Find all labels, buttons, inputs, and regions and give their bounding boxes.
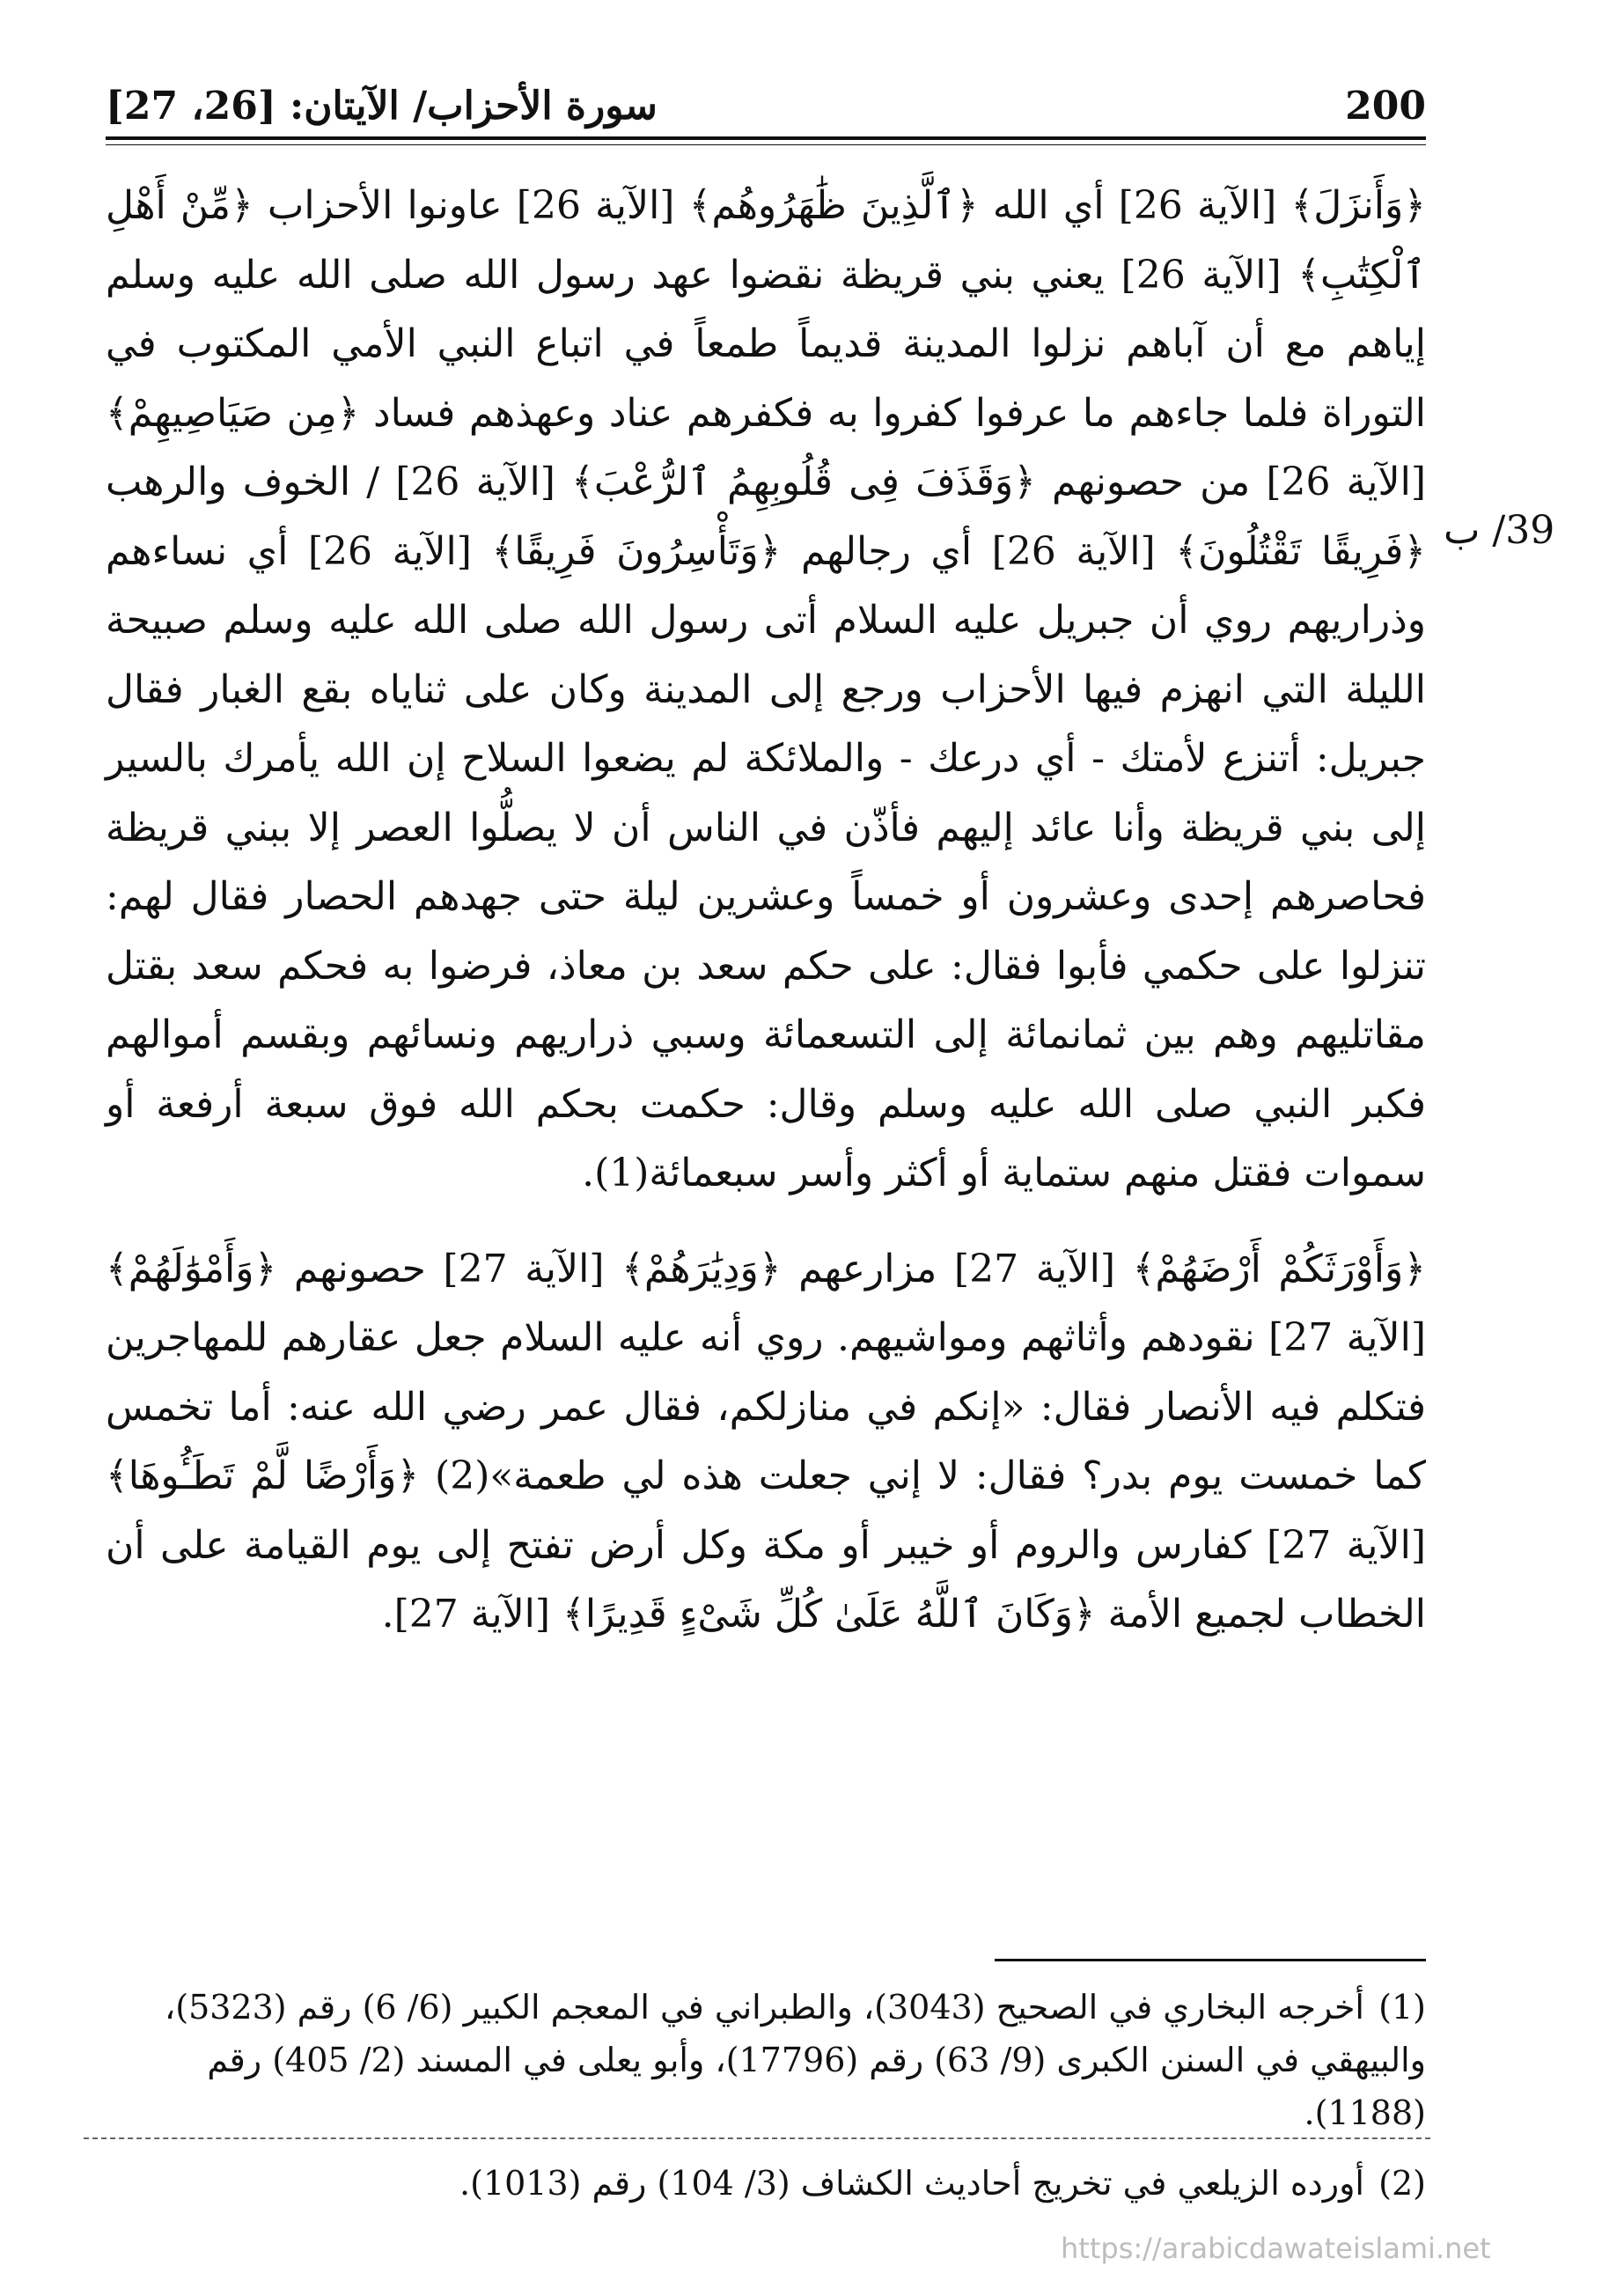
running-head: سورة الأحزاب/ الآيتان: [26، 27] (106, 84, 658, 129)
footnote-number: (2) (1378, 2164, 1426, 2203)
footnote-number: (1) (1378, 1988, 1426, 2027)
page-header (106, 84, 1426, 136)
footnotes (106, 1981, 1426, 2210)
footnote-1 (106, 1981, 1426, 2139)
page-number: 200 (1345, 84, 1426, 129)
scan-dashed-line (84, 2137, 1430, 2139)
main-text (106, 172, 1426, 1650)
margin-folio-note: 39/ ب (1444, 508, 1555, 553)
footnote-separator (995, 1959, 1426, 1961)
site-watermark: https://arabicdawateislami.net (1061, 2232, 1491, 2265)
header-rule-thin (106, 144, 1426, 145)
footnote-text: أورده الزيلعي في تخريج أحاديث الكشاف (3/ 104) رقم (1013). (459, 2164, 1364, 2203)
paragraph-verse-26: ﴿وَأَنزَلَ﴾ [الآية 26] أي الله ﴿ٱلَّذِينَ ظَٰهَرُوهُم﴾ [الآية 26] عاونوا الأحزاب ﴿مِّنْ أَهْلِ ٱلْكِتَٰبِ﴾ [الآية 26] يعني بني قريظة نقضوا عهد رسول الله صلى الله عليه وسلم إياهم مع أن آباهم نزلوا المدينة قديماً طمعاً في اتباع النبي الأمي المكتوب في التوراة فلما جاءهم ما عرفوا كفروا به فكفرهم عناد وعهذهم فساد ﴿مِن صَيَاصِيهِمْ﴾ [الآية 26] من حصونهم ﴿وَقَذَفَ فِى قُلُوبِهِمُ ٱلرُّعْبَ﴾ [الآية 26] / الخوف والرهب ﴿فَرِيقًا تَقْتُلُونَ﴾ [الآية 26] أي رجالهم ﴿وَتَأْسِرُونَ فَرِيقًا﴾ [الآية 26] أي نساءهم وذراريهم روي أن جبريل عليه السلام أتى رسول الله صلى الله عليه وسلم صبيحة الليلة التي انهزم فيها الأحزاب ورجع إلى المدينة وكان على ثناياه بقع الغبار فقال جبريل: أتنزع لأمتك - أي درعك - والملائكة لم يضعوا السلاح إن الله يأمرك بالسير إلى بني قريظة وأنا عائد إليهم فأذّن في الناس أن لا يصلُّوا العصر إلا ببني قريظة فحاصرهم إحدى وعشرون أو خمساً وعشرين ليلة حتى جهدهم الحصار فقال لهم: تنزلوا على حكمي فأبوا فقال: على حكم سعد بن معاذ، فرضوا به فحكم سعد بقتل مقاتليهم وهم بين ثمانمائة إلى التسعمائة وسبي ذراريهم ونسائهم وبقسم أموالهم فكبر النبي صلى الله عليه وسلم وقال: حكمت بحكم الله فوق سبعة أرفعة أو سموات فقتل منهم ستماية أو أكثر وأسر سبعمائة(1). (106, 183, 1427, 1195)
footnote-text: أخرجه البخاري في الصحيح (3043)، والطبراني في المعجم الكبير (6/ 6) رقم (5323)، والبيهقي في السنن الكبرى (9/ 63) رقم (17796)، وأبو يعلى في المسند (2/ 405) رقم (1188). (164, 1988, 1426, 2132)
header-rule-thick (106, 136, 1426, 140)
footnote-2 (106, 2157, 1426, 2210)
paragraph-verse-27: ﴿وَأَوْرَثَكُمْ أَرْضَهُمْ﴾ [الآية 27] مزارعهم ﴿وَدِيَٰرَهُمْ﴾ [الآية 27] حصونهم ﴿وَأَمْوَٰلَهُمْ﴾ [الآية 27] نقودهم وأثاثهم ومواشيهم. روي أنه عليه السلام جعل عقارهم للمهاجرين فتكلم فيه الأنصار فقال: «إنكم في منازلكم، فقال عمر رضي الله عنه: أما تخمس كما خمست يوم بدر؟ فقال: لا إني جعلت هذه لي طعمة»(2) ﴿وَأَرْضًا لَّمْ تَطَـُٔوهَا﴾ [الآية 27] كفارس والروم أو خيبر أو مكة وكل أرض تفتح إلى يوم القيامة على أن الخطاب لجميع الأمة ﴿وَكَانَ ٱللَّهُ عَلَىٰ كُلِّ شَىْءٍ قَدِيرًا﴾ [الآية 27]. (106, 1246, 1427, 1637)
